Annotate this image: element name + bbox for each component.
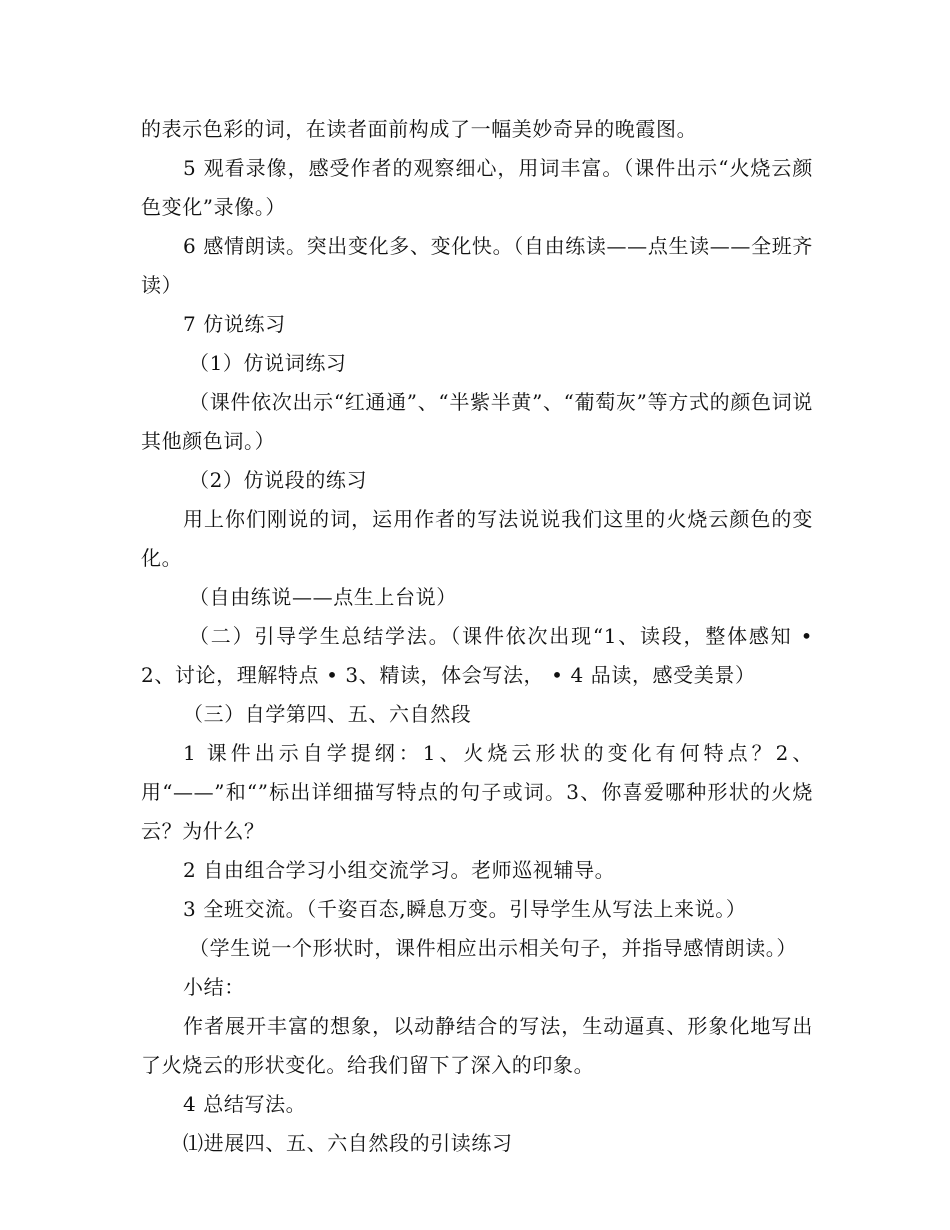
paragraph-substep-2-note: （自由练说——点生上台说）	[189, 585, 457, 609]
paragraph-continuation: 的表示色彩的词，在读者面前构成了一幅美妙奇异的晚霞图。	[141, 117, 698, 141]
paragraph-selfstudy-3-note: （学生说一个形状时，课件相应出示相关句子，并指导感情朗读。）	[189, 936, 797, 960]
paragraph-section-2: （二）引导学生总结学法。（课件依次出现“1、读段，整体感知 • 2、讨论，理解特点 • 3、精读，体会写法， • 4 品读，感受美景）	[141, 624, 813, 687]
paragraph-selfstudy-4: 4 总结写法。	[183, 1092, 307, 1116]
paragraph-substep-2: （2）仿说段的练习	[189, 468, 368, 492]
document-body	[141, 110, 813, 1163]
paragraph-substep-1: （1）仿说词练习	[189, 351, 347, 375]
paragraph-section-3: （三）自学第四、五、六自然段	[183, 702, 472, 726]
paragraph-summary-body: 作者展开丰富的想象，以动静结合的写法，生动逼真、形象化地写出了火烧云的形状变化。给我们留下了深入的印象。	[141, 1014, 813, 1077]
paragraph-step-5: 5 观看录像，感受作者的观察细心，用词丰富。（课件出示“火烧云颜色变化”录像。）	[141, 156, 813, 219]
paragraph-selfstudy-4-item-1: ⑴进展四、五、六自然段的引读练习	[183, 1131, 513, 1155]
paragraph-substep-1-note: （课件依次出示“红通通”、“半紫半黄”、“葡萄灰”等方式的颜色词说其他颜色词。）	[141, 390, 813, 453]
paragraph-step-7: 7 仿说练习	[183, 312, 286, 336]
paragraph-substep-2-body: 用上你们刚说的词，运用作者的写法说说我们这里的火烧云颜色的变化。	[141, 507, 813, 570]
paragraph-selfstudy-2: 2 自由组合学习小组交流学习。老师巡视辅导。	[183, 858, 616, 882]
paragraph-selfstudy-1: 1 课件出示自学提纲：1、火烧云形状的变化有何特点？2、用“——”和“”标出详细描写特点的句子或词。3、你喜爱哪种形状的火烧云？为什么？	[141, 741, 813, 843]
paragraph-step-6: 6 感情朗读。突出变化多、变化快。（自由练读——点生读——全班齐读）	[141, 234, 813, 297]
paragraph-summary-label: 小结：	[183, 975, 245, 999]
paragraph-selfstudy-3: 3 全班交流。（千姿百态,瞬息万变。引导学生从写法上来说。）	[183, 897, 747, 921]
